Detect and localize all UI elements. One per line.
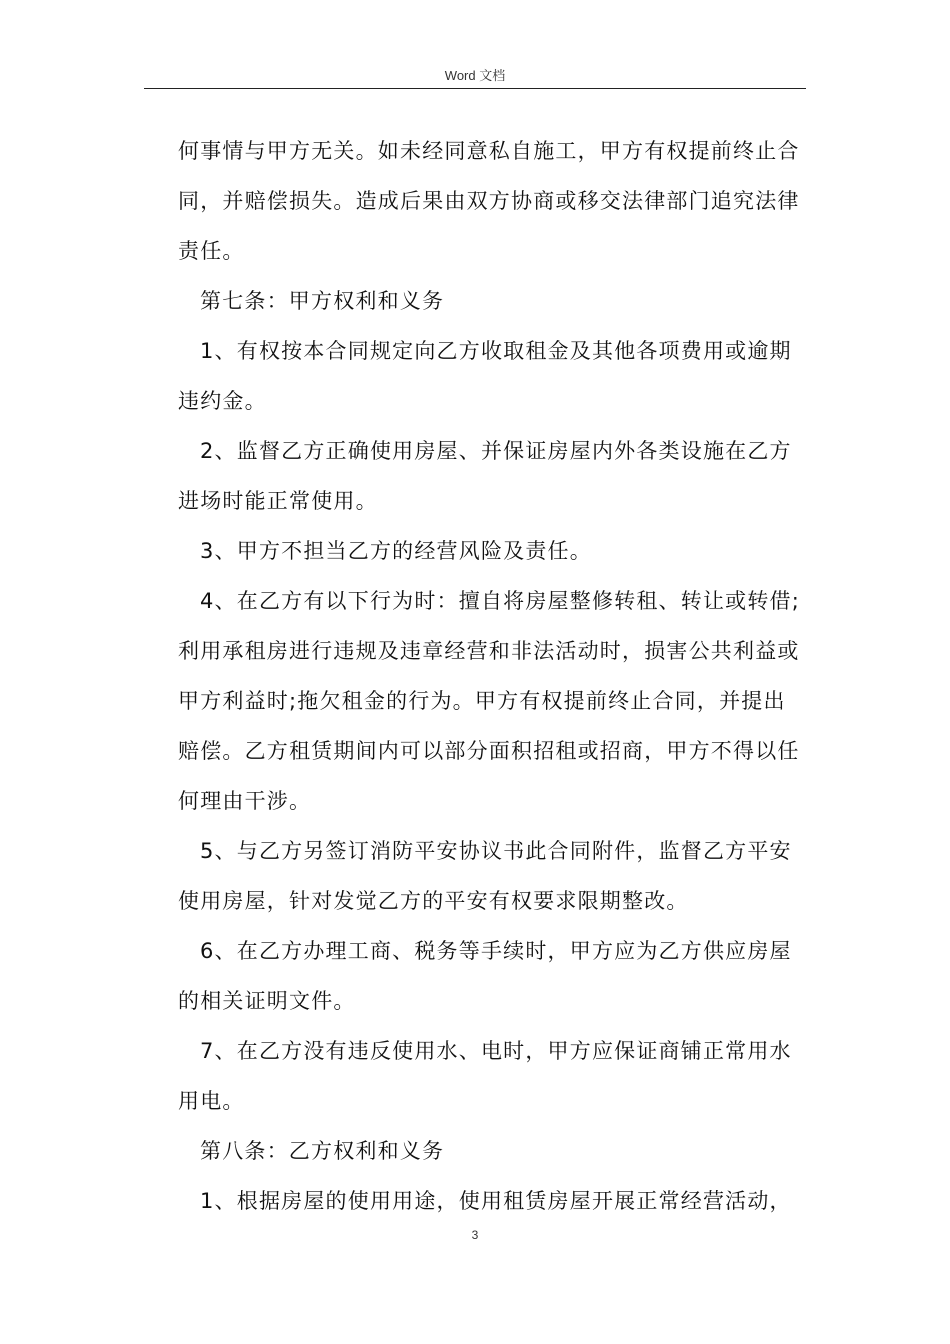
text-line: 利用承租房进行违规及违章经营和非法活动时，损害公共利益或 — [178, 639, 800, 663]
text-line: 第七条：甲方权利和义务 — [200, 289, 445, 313]
document-body — [178, 126, 808, 1226]
clause-7-2 — [178, 426, 808, 526]
clause-7-3 — [178, 526, 808, 576]
clause-8-1 — [178, 1176, 808, 1226]
clause-7-6 — [178, 926, 808, 1026]
text-line: 3、甲方不担当乙方的经营风险及责任。 — [200, 539, 592, 563]
article-heading-8 — [178, 1126, 808, 1176]
text-line: 责任。 — [178, 239, 245, 263]
clause-7-4 — [178, 576, 808, 826]
text-line: 同，并赔偿损失。造成后果由双方协商或移交法律部门追究法律 — [178, 189, 800, 213]
text-line: 违约金。 — [178, 389, 267, 413]
text-line: 使用房屋，针对发觉乙方的平安有权要求限期整改。 — [178, 889, 689, 913]
text-line: 甲方利益时;拖欠租金的行为。甲方有权提前终止合同，并提出 — [178, 689, 786, 713]
page-number: 3 — [471, 1228, 479, 1242]
text-line: 1、有权按本合同规定向乙方收取租金及其他各项费用或逾期 — [200, 339, 792, 363]
text-line: 进场时能正常使用。 — [178, 489, 378, 513]
text-line: 何理由干涉。 — [178, 789, 312, 813]
page-header — [144, 64, 806, 89]
text-line: 6、在乙方办理工商、税务等手续时，甲方应为乙方供应房屋 — [200, 939, 792, 963]
article-heading-7 — [178, 276, 808, 326]
text-line: 7、在乙方没有违反使用水、电时，甲方应保证商铺正常用水 — [200, 1039, 792, 1063]
text-line: 用电。 — [178, 1089, 245, 1113]
text-line: 的相关证明文件。 — [178, 989, 356, 1013]
text-line: 第八条：乙方权利和义务 — [200, 1139, 445, 1163]
clause-7-7 — [178, 1026, 808, 1126]
text-line: 何事情与甲方无关。如未经同意私自施工，甲方有权提前终止合 — [178, 139, 800, 163]
clause-7-5 — [178, 826, 808, 926]
header-title: Word 文档 — [444, 68, 506, 83]
text-line: 1、根据房屋的使用用途，使用租赁房屋开展正常经营活动， — [200, 1189, 792, 1213]
text-line: 2、监督乙方正确使用房屋、并保证房屋内外各类设施在乙方 — [200, 439, 792, 463]
text-line: 4、在乙方有以下行为时：擅自将房屋整修转租、转让或转借; — [200, 589, 801, 613]
clause-7-1 — [178, 326, 808, 426]
text-line: 5、与乙方另签订消防平安协议书此合同附件，监督乙方平安 — [200, 839, 792, 863]
text-line: 赔偿。乙方租赁期间内可以部分面积招租或招商，甲方不得以任 — [178, 739, 800, 763]
paragraph-continuation — [178, 126, 808, 276]
